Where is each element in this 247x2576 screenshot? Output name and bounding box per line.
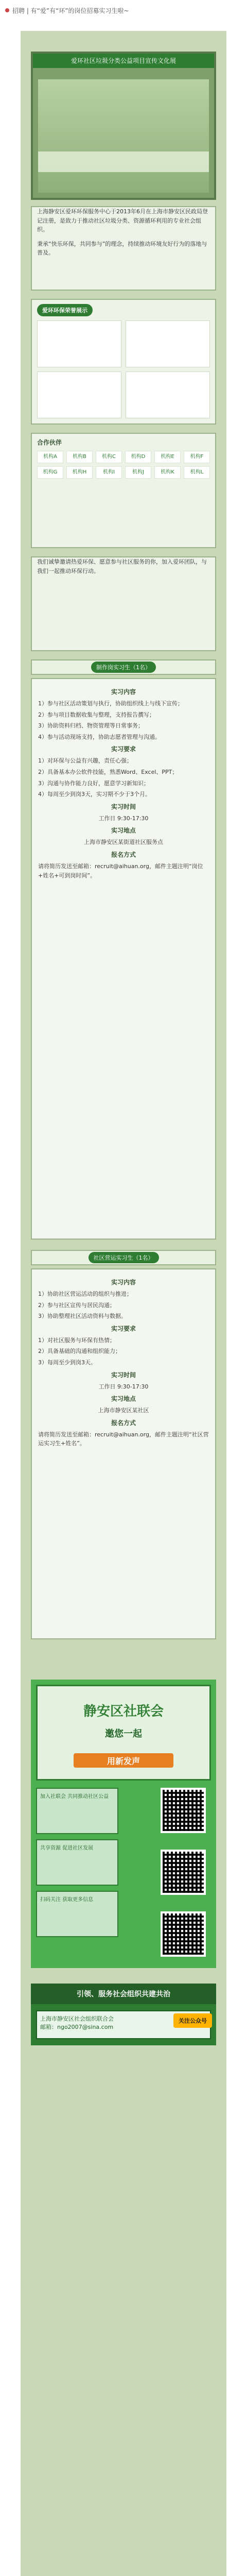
community-location-text: 上海市静安区某社区 — [98, 1407, 149, 1414]
article-title: 招聘 | 有“爱”有“环”的岗位招募实习生啦~ — [12, 7, 129, 14]
partner-logo: 机构I — [96, 466, 122, 479]
content-frame — [21, 31, 226, 2576]
honor-photo-2 — [126, 320, 210, 367]
community-location-title: 实习地点 — [111, 1395, 136, 1403]
community-apply-text: 请将简历发送至邮箱：recruit@aihuan.org，邮件主题注明“社区营运实习生+姓名”。 — [38, 1431, 209, 1447]
honor-photo-1 — [37, 320, 121, 367]
poster-card-1: 加入社联会 共同推动社区公益 — [36, 1788, 118, 1834]
work-intern-badge: 制作岗实习生（1名） — [91, 662, 156, 673]
partner-logo: 机构B — [66, 451, 93, 463]
community-item-3: 3）协助整理社区活动资料与数据。 — [38, 1313, 127, 1320]
work-req-1: 1）对环保与公益有兴趣，责任心强； — [38, 757, 132, 765]
partner-logo: 机构H — [66, 466, 93, 479]
work-apply-title: 报名方式 — [111, 851, 136, 858]
qr-code-icon — [161, 1788, 206, 1833]
work-req-3: 3）沟通与协作能力良好，愿意学习新知识； — [38, 779, 149, 787]
community-req-2: 2）具备基础的沟通和组织能力； — [38, 1348, 121, 1355]
partners-panel — [31, 433, 216, 548]
social-union-poster — [31, 1680, 216, 1968]
community-intern-header — [31, 1250, 216, 1265]
record-dot-icon — [5, 8, 9, 12]
bottom-slogan: 引领、服务社会组织共建共治 — [31, 1984, 216, 2004]
work-item-1: 1）参与社区活动策划与执行，协助组织线上与线下宣传； — [38, 700, 183, 707]
community-time-title: 实习时间 — [111, 1371, 136, 1379]
work-item-3: 3）协助资料归档、物资管理等日常事务； — [38, 722, 144, 730]
community-time-text: 工作日 9:30-17:30 — [98, 1383, 149, 1390]
partner-logo: 机构L — [184, 466, 210, 479]
article-title-bar — [0, 0, 247, 21]
poster-cards — [36, 1788, 211, 1942]
partner-logo: 机构E — [154, 451, 181, 463]
partner-logos — [37, 451, 210, 479]
poster-subtitle: 邀您一起 — [105, 1728, 142, 1739]
community-apply-title: 报名方式 — [111, 1419, 136, 1427]
work-intern-header — [31, 659, 216, 675]
work-intern-box — [31, 678, 216, 1240]
honor-photo-3 — [37, 371, 121, 418]
community-content-title: 实习内容 — [111, 1279, 136, 1286]
community-item-2: 2）参与社区宣传与居民沟通； — [38, 1301, 115, 1309]
org-intro-paragraph-1: 上海静安区爱环环保服务中心于2013年6月在上海市静安区民政局登记注册，是致力于推动社区垃圾分类、资源循环利用的专业社会组织。 — [37, 208, 208, 233]
work-req-title: 实习要求 — [111, 745, 136, 753]
poster-title-band — [36, 1685, 211, 1781]
honor-pill: 爱环环保荣誉展示 — [37, 304, 93, 316]
qr-code-icon — [161, 1850, 206, 1895]
work-item-2: 2）参与项目数据收集与整理，支持报告撰写； — [38, 711, 155, 718]
partner-logo: 机构A — [37, 451, 63, 463]
work-time-text: 工作日 9:30-17:30 — [98, 815, 149, 822]
org-name: 上海市静安区社会组织联合会 — [40, 2015, 114, 2022]
community-req-title: 实习要求 — [111, 1325, 136, 1332]
partner-logo: 机构D — [125, 451, 151, 463]
work-location-title: 实习地点 — [111, 827, 136, 835]
work-item-4: 4）参与活动现场支持，协助志愿者管理与沟通。 — [38, 733, 161, 740]
recruit-intro-text: 我们诚挚邀请热爱环保、愿意参与社区服务的你，加入爱环团队，与我们一起推动环保行动。 — [37, 558, 207, 574]
community-intern-box — [31, 1268, 216, 1639]
work-location-text: 上海市静安区某街道社区服务点 — [84, 839, 163, 846]
partner-logo: 机构G — [37, 466, 63, 479]
honor-photo-4 — [126, 371, 210, 418]
partner-logo: 机构F — [184, 451, 210, 463]
partner-logo: 机构J — [125, 466, 151, 479]
community-item-1: 1）协助社区营运活动的组织与推进； — [38, 1291, 132, 1297]
work-content-title: 实习内容 — [111, 688, 136, 696]
poster-card-3: 扫码关注 获取更多信息 — [36, 1891, 118, 1937]
poster-title: 静安区社联会 — [83, 1704, 164, 1719]
hero-photo — [31, 52, 216, 200]
photo-stripe — [38, 151, 209, 172]
follow-account-button[interactable]: 关注公众号 — [173, 2013, 212, 2028]
recruit-intro-panel — [31, 556, 216, 651]
honor-title-pill — [32, 300, 215, 320]
partner-logo: 机构C — [96, 451, 122, 463]
poster-cta: 用新发声 — [74, 1753, 173, 1768]
hero-banner: 爱环社区垃圾分类公益项目宣传文化展 — [33, 54, 214, 68]
work-apply-text: 请将简历发送至邮箱：recruit@aihuan.org，邮件主题注明“岗位+姓名+可到岗时间”。 — [38, 862, 203, 879]
work-time-title: 实习时间 — [111, 803, 136, 810]
honor-photos-panel — [31, 299, 216, 425]
qr-code-icon — [161, 1911, 206, 1957]
bottom-cta-band — [31, 1984, 216, 2045]
org-intro-paragraph-2: 秉承“快乐环保，共同参与”的理念，持续推动环境友好行为的落地与普及。 — [37, 240, 207, 257]
community-intern-badge: 社区营运实习生（1名） — [89, 1252, 159, 1263]
work-req-4: 4）每周至少到岗3天，实习期不少于3个月。 — [38, 791, 151, 798]
community-req-3: 3）每周至少到岗3天。 — [38, 1359, 96, 1366]
group-photo — [38, 79, 209, 193]
organization-intro-panel — [31, 206, 216, 291]
org-email: 邮箱：ngo2007@sina.com — [40, 2024, 114, 2030]
work-req-2: 2）具备基本办公软件技能，熟悉Word、Excel、PPT； — [38, 768, 178, 775]
partners-title: 合作伙伴 — [37, 439, 62, 446]
poster-card-2: 共享资源 促进社区发展 — [36, 1839, 118, 1886]
community-req-1: 1）对社区服务与环保有热情； — [38, 1336, 115, 1344]
partner-logo: 机构K — [154, 466, 181, 479]
